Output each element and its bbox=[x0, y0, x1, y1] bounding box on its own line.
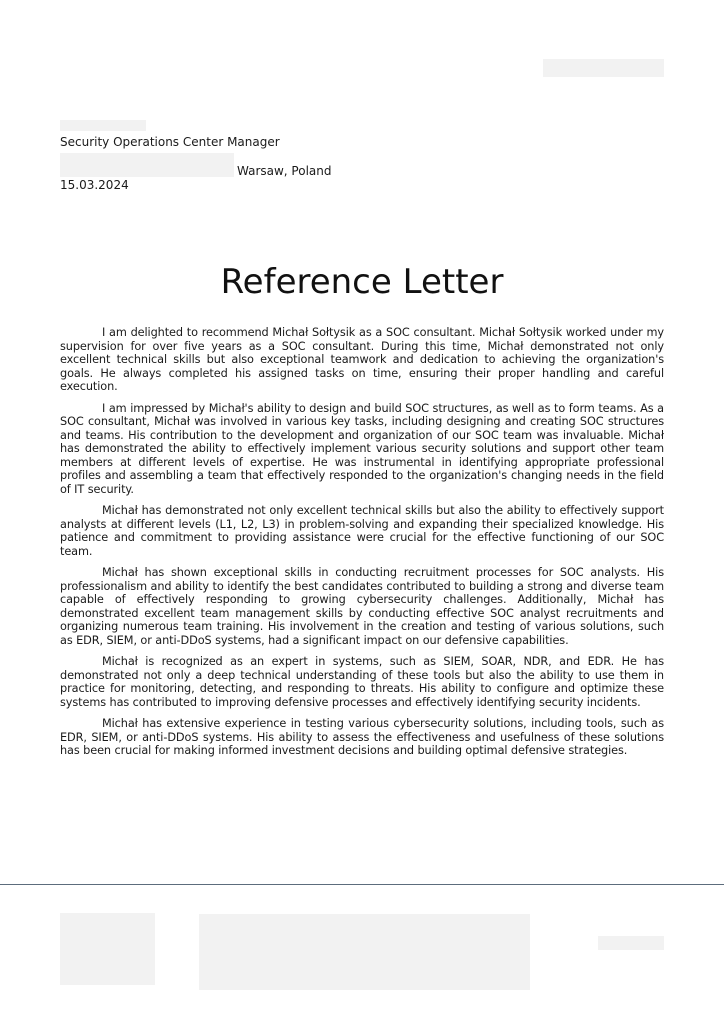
letter-paragraph: Michał has shown exceptional skills in conducting recruitment processes for SOC analysts. His professionalism and ability to identify the best candidates contributed to building a strong and diverse team capable of effectively responding to growing cybersecurity challenges. Additionally, Michał has demonstrated excellent team management skills by conducting effective SOC analyst recruitments and organizing numerous team training. His involvement in the creation and testing of various solutions, such as EDR, SIEM, or anti-DDoS systems, had a significant impact on our defensive capabilities. bbox=[60, 566, 664, 647]
redacted-page-number bbox=[598, 936, 664, 950]
redacted-footer-logo bbox=[60, 913, 155, 985]
letter-date: 15.03.2024 bbox=[60, 178, 129, 192]
redacted-sender-address bbox=[60, 153, 234, 177]
redacted-header-logo bbox=[543, 59, 664, 77]
footer-divider bbox=[0, 884, 724, 885]
sender-location: Warsaw, Poland bbox=[237, 164, 332, 178]
letter-body bbox=[60, 326, 664, 766]
letter-title: Reference Letter bbox=[220, 262, 504, 302]
redacted-footer-details bbox=[199, 914, 530, 990]
letter-paragraph: Michał is recognized as an expert in systems, such as SIEM, SOAR, NDR, and EDR. He has demonstrated not only a deep technical understanding of these tools but also the ability to use them in practice for monitoring, detecting, and responding to threats. His ability to configure and optimize these systems has contributed to improving defensive processes and effectively identifying security incidents. bbox=[60, 655, 664, 709]
sender-job-title: Security Operations Center Manager bbox=[60, 135, 280, 149]
letter-paragraph: I am delighted to recommend Michał Sołtysik as a SOC consultant. Michał Sołtysik worked under my supervision for over five years as a SOC consultant. During this time, Michał demonstrated not only excellent technical skills but also exceptional teamwork and dedication to achieving the organization's goals. He always completed his assigned tasks on time, ensuring their proper handling and careful execution. bbox=[60, 326, 664, 393]
letter-paragraph: Michał has extensive experience in testing various cybersecurity solutions, including tools, such as EDR, SIEM, or anti-DDoS systems. His ability to assess the effectiveness and usefulness of these solutions has been crucial for making informed investment decisions and building optimal defensive strategies. bbox=[60, 717, 664, 757]
letter-paragraph: I am impressed by Michał's ability to design and build SOC structures, as well as to form teams. As a SOC consultant, Michał was involved in various key tasks, including designing and creating SOC structures and teams. His contribution to the development and organization of our SOC team was invaluable. Michał has demonstrated the ability to effectively implement various security solutions and support other team members at different levels of expertise. He was instrumental in identifying appropriate professional profiles and assembling a team that effectively responded to the organization's changing needs in the field of IT security. bbox=[60, 401, 664, 496]
letter-paragraph: Michał has demonstrated not only excellent technical skills but also the ability to effectively support analysts at different levels (L1, L2, L3) in problem-solving and expanding their specialized knowledge. His patience and commitment to providing assistance were crucial for the effective functioning of our SOC team. bbox=[60, 504, 664, 558]
redacted-sender-name bbox=[60, 120, 146, 131]
